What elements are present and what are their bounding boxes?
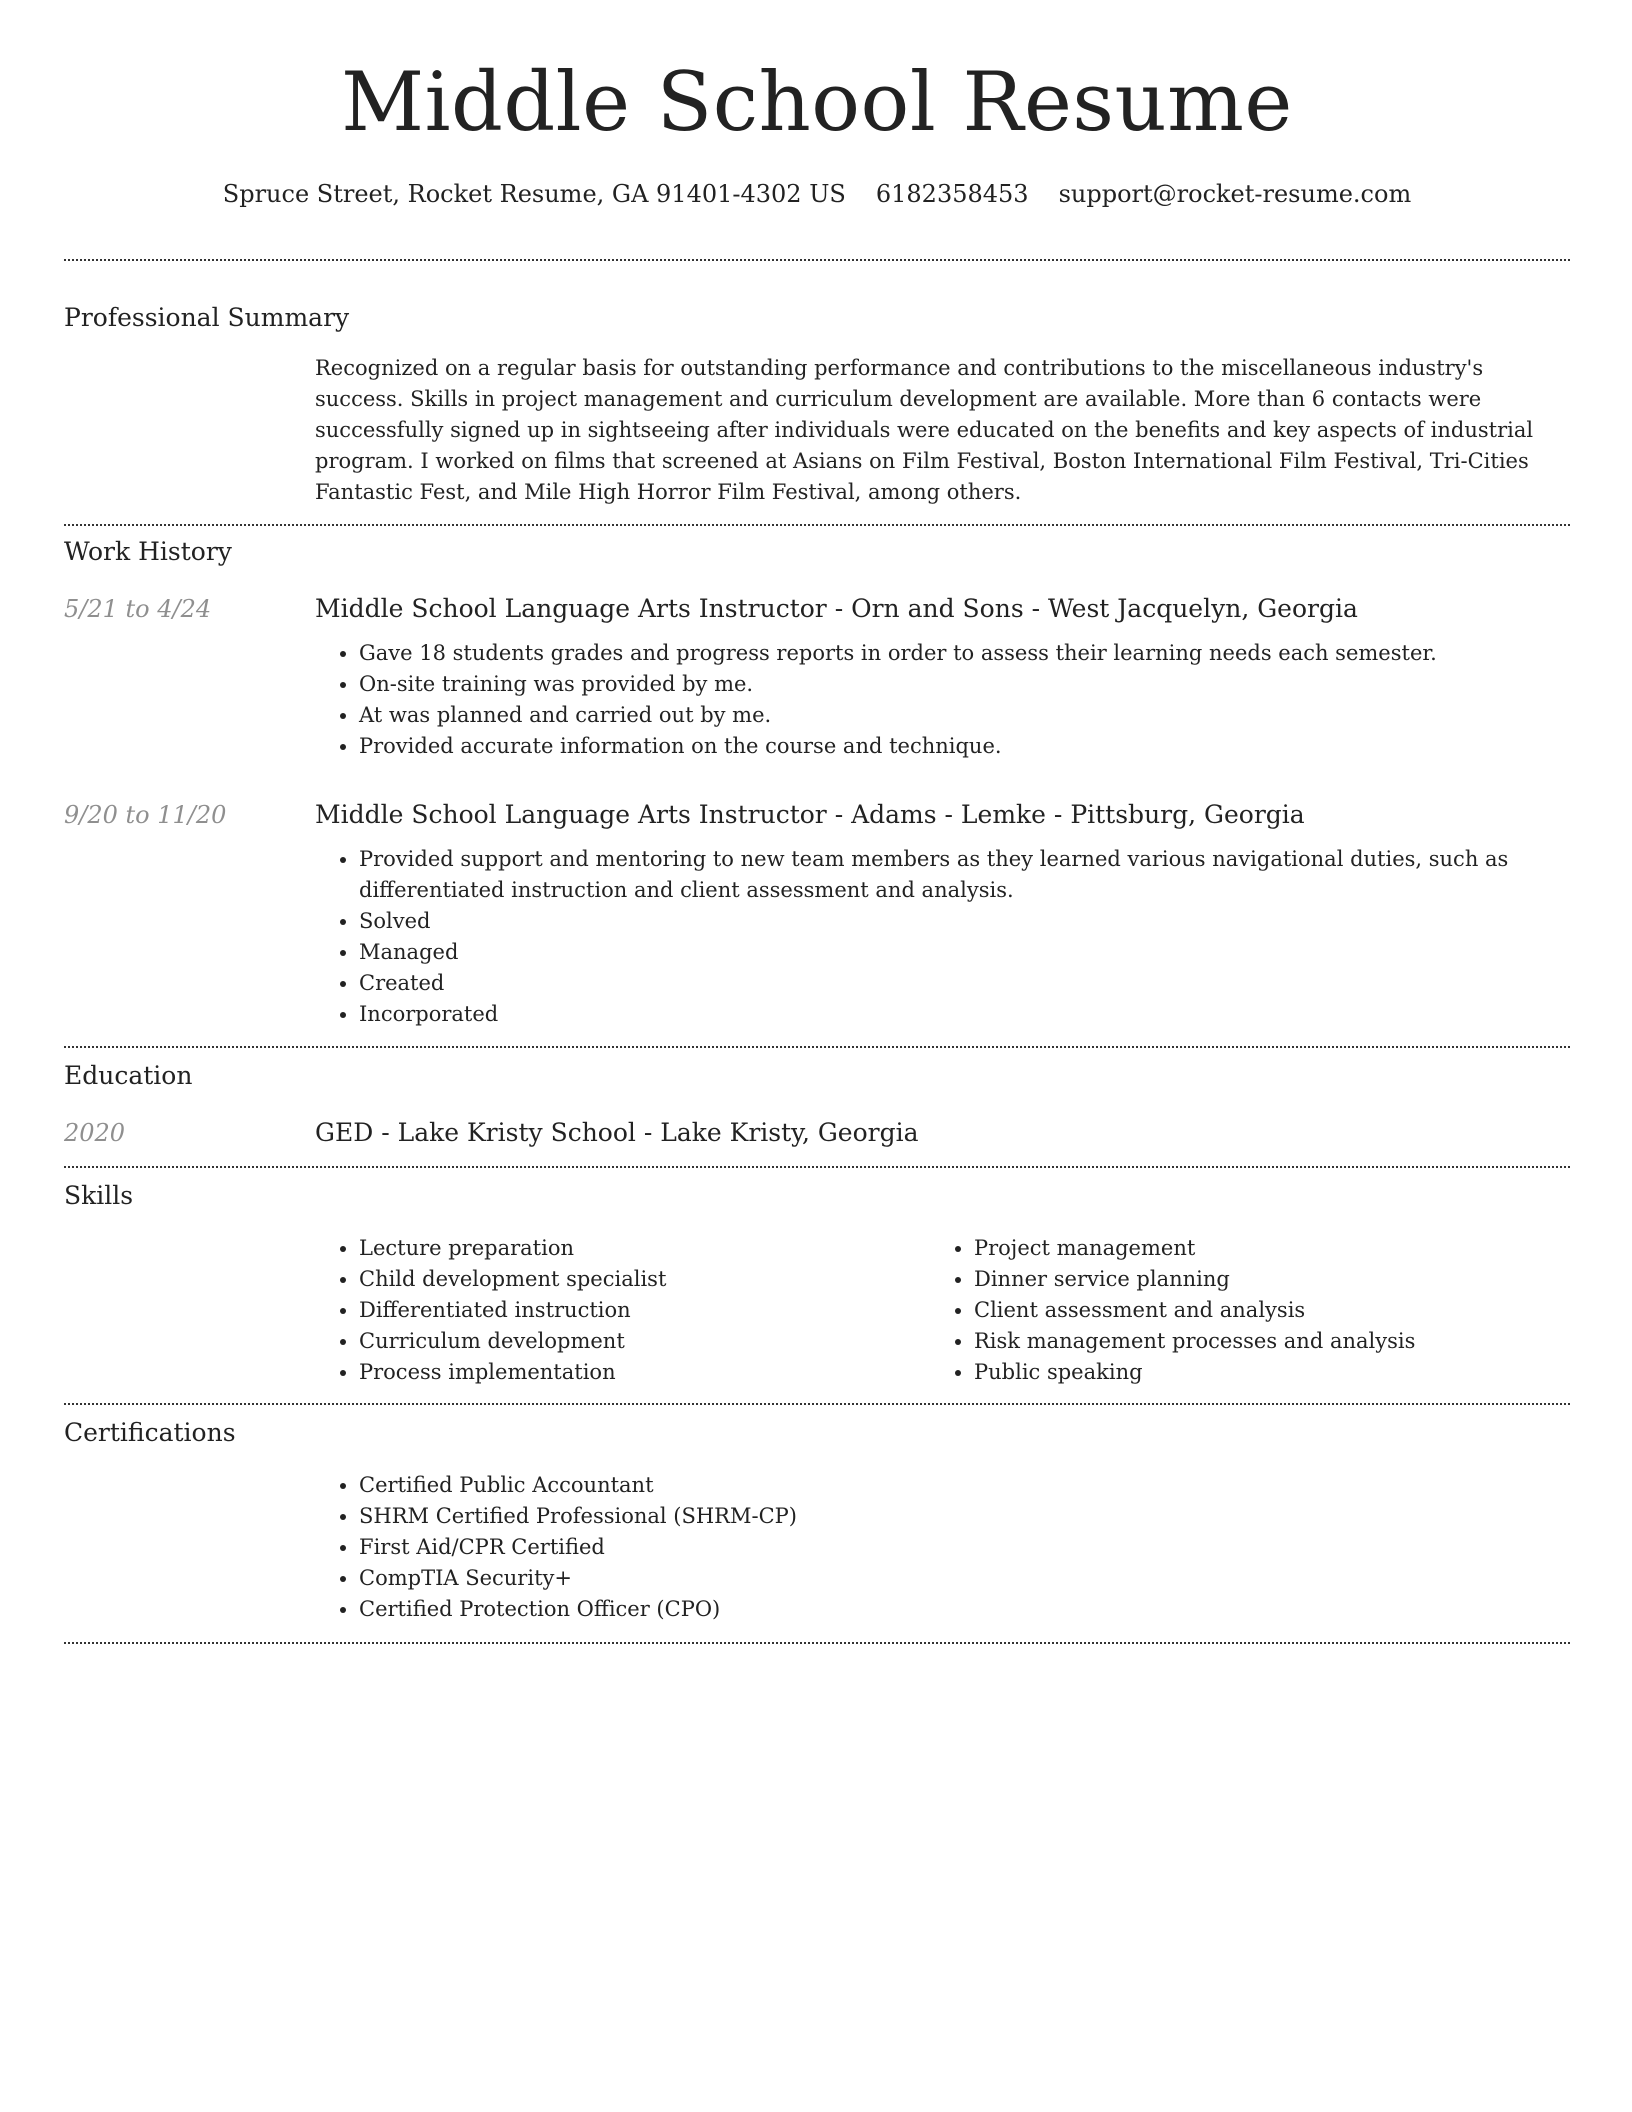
job-bullet: • Provided accurate information on the course and technique. — [359, 731, 1570, 762]
section-divider — [64, 1166, 1570, 1168]
job-bullet: • At was planned and carried out by me. — [359, 700, 1570, 731]
job-bullet: • Managed — [359, 937, 1570, 968]
section-title-certifications: Certifications — [64, 1418, 236, 1447]
resume-page — [64, 0, 1570, 1644]
job-bullets — [315, 638, 1570, 762]
job-dates: 5/21 to 4/24 — [64, 595, 212, 623]
education-entry — [64, 1116, 1570, 1150]
job-bullet: • Solved — [359, 906, 1570, 937]
job-content — [315, 798, 1570, 1030]
certifications-row — [64, 1470, 1570, 1625]
summary-text: Recognized on a regular basis for outstanding performance and contributions to the miscellaneous industry's success. Skills in project management and curriculum development are available. More than 6 contacts were successfully signed up in sightseeing after individuals were educated on the benefits and key aspects of industrial program. I worked on films that screened at Asians on Film Festival, Boston International Film Festival, Tri-Cities Fantastic Fest, and Mile High Horror Film Festival, among others. — [315, 356, 1534, 504]
certifications-list — [315, 1470, 1570, 1625]
skill-item: • Risk management processes and analysis — [974, 1326, 1570, 1357]
skill-item: • Project management — [974, 1233, 1570, 1264]
job-heading: Middle School Language Arts Instructor - Adams - Lemke - Pittsburg, Georgia — [315, 800, 1305, 829]
skill-item: • Child development specialist — [359, 1264, 930, 1295]
job-content — [315, 592, 1570, 762]
certification-item: • Certified Protection Officer (CPO) — [359, 1594, 1570, 1625]
section-title-skills: Skills — [64, 1181, 134, 1210]
certifications-spacer — [64, 1470, 315, 1625]
skill-item: • Lecture preparation — [359, 1233, 930, 1264]
skill-item: • Curriculum development — [359, 1326, 930, 1357]
job-entry — [64, 592, 1570, 762]
job-bullet: • Provided support and mentoring to new team members as they learned various navigational duties, such as differentiated instruction and client assessment and analysis. — [359, 844, 1570, 906]
job-entry — [64, 798, 1570, 1030]
summary-row — [64, 353, 1570, 508]
skills-columns — [315, 1233, 1570, 1388]
certification-item: • Certified Public Accountant — [359, 1470, 1570, 1501]
job-bullet: • Created — [359, 968, 1570, 999]
education-year: 2020 — [64, 1119, 126, 1147]
job-heading: Middle School Language Arts Instructor - Orn and Sons - West Jacquelyn, Georgia — [315, 594, 1358, 623]
contact-phone: 6182358453 — [875, 180, 1029, 208]
section-divider — [64, 1046, 1570, 1048]
skills-list-right — [930, 1233, 1570, 1388]
skill-item: • Public speaking — [974, 1357, 1570, 1388]
job-bullet: • Gave 18 students grades and progress reports in order to assess their learning needs each semester. — [359, 638, 1570, 669]
resume-title: Middle School Resume — [341, 56, 1293, 150]
certifications-content — [315, 1470, 1570, 1625]
skills-row — [64, 1233, 1570, 1388]
education-heading: GED - Lake Kristy School - Lake Kristy, Georgia — [315, 1118, 919, 1147]
section-title-education: Education — [64, 1061, 193, 1090]
skill-item: • Differentiated instruction — [359, 1295, 930, 1326]
skills-list-left — [315, 1233, 930, 1388]
education-content — [315, 1116, 1570, 1150]
contact-line — [64, 176, 1570, 212]
certification-item: • SHRM Certified Professional (SHRM-CP) — [359, 1501, 1570, 1532]
certification-item: • First Aid/CPR Certified — [359, 1532, 1570, 1563]
section-divider — [64, 1403, 1570, 1405]
skill-item: • Client assessment and analysis — [974, 1295, 1570, 1326]
job-bullet: • Incorporated — [359, 999, 1570, 1030]
contact-address: Spruce Street, Rocket Resume, GA 91401-4302 US — [222, 180, 846, 208]
job-bullets — [315, 844, 1570, 1030]
skill-item: • Process implementation — [359, 1357, 930, 1388]
section-title-summary: Professional Summary — [64, 303, 350, 332]
summary-spacer — [64, 353, 315, 508]
job-bullet: • On-site training was provided by me. — [359, 669, 1570, 700]
skills-spacer — [64, 1233, 315, 1388]
section-title-work: Work History — [64, 537, 232, 566]
section-divider — [64, 1642, 1570, 1644]
section-divider — [64, 259, 1570, 261]
skill-item: • Dinner service planning — [974, 1264, 1570, 1295]
contact-email: support@rocket-resume.com — [1058, 180, 1412, 208]
certification-item: • CompTIA Security+ — [359, 1563, 1570, 1594]
job-dates: 9/20 to 11/20 — [64, 801, 227, 829]
section-divider — [64, 524, 1570, 526]
